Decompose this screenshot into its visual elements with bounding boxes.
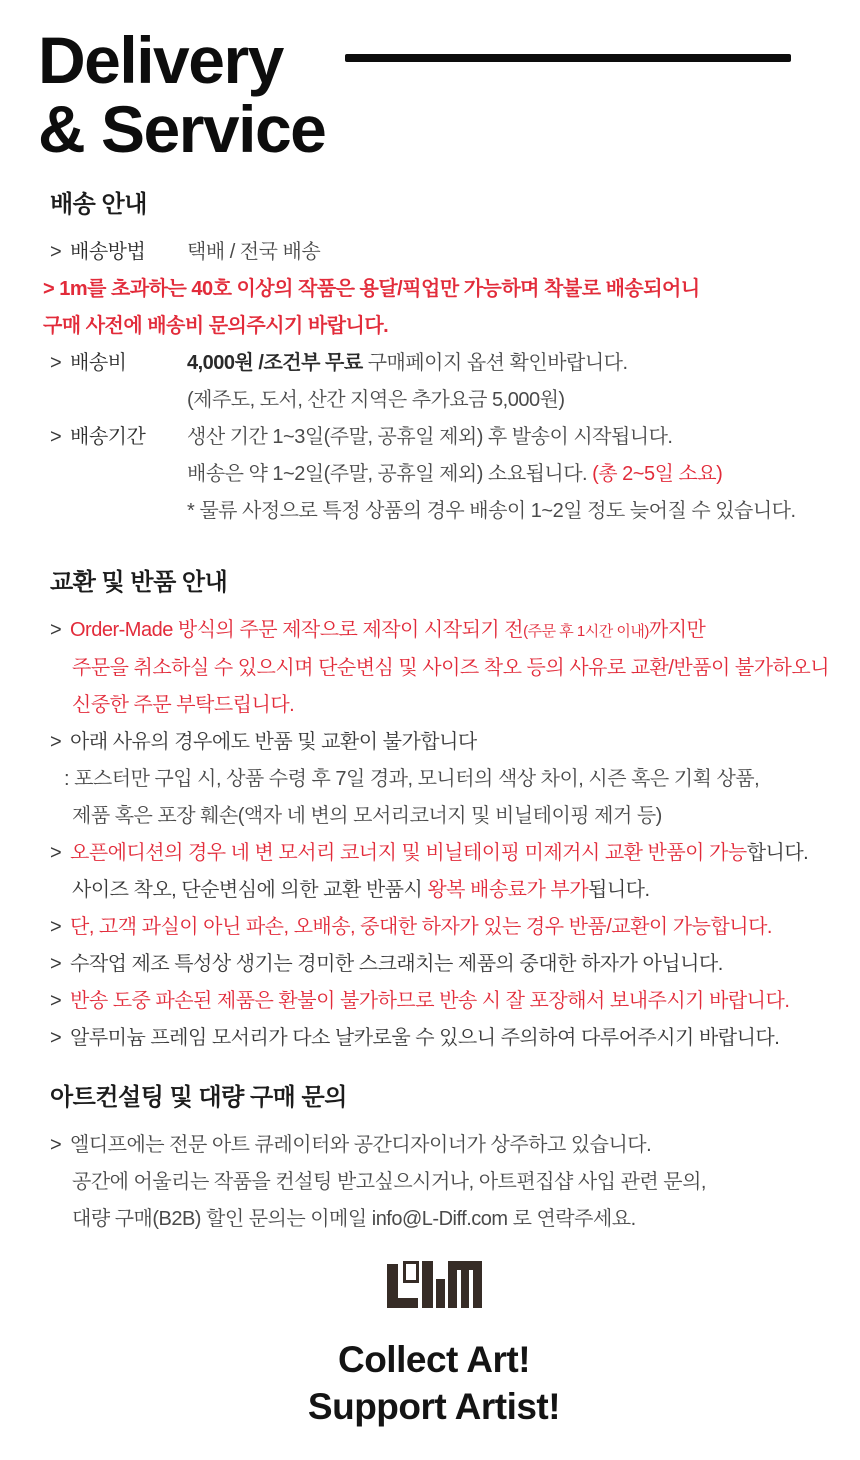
exchange-line-careful [50, 687, 830, 724]
bullet-chevron: > [50, 241, 62, 263]
footer-slogan [38, 1336, 830, 1430]
shipping-fee-note: (제주도, 도서, 산간 지역은 추가요금 5,000원) [187, 389, 565, 411]
shipping-method-value: 택배 / 전국 배송 [187, 241, 321, 263]
exchange-line-round-trip [50, 872, 830, 909]
shipping-period-line-2-text: 배송은 약 1~2일(주말, 공휴일 제외) 소요됩니다. [187, 463, 593, 485]
shipping-fee-amount: 4,000원 /조건부 무료 [187, 352, 363, 374]
order-made-small-paren: (주문 후 1시간 이내) [523, 623, 649, 640]
consulting-line-3 [50, 1201, 830, 1238]
round-trip-black-1: 사이즈 착오, 단순변심에 의한 교환 반품시 [72, 879, 428, 901]
bullet-chevron: > [50, 426, 62, 448]
exchange-defect-text: 단, 고객 과실이 아닌 파손, 오배송, 중대한 하자가 있는 경우 반품/교환이 가능합니다. [70, 916, 772, 938]
bullet-chevron: > [50, 990, 62, 1012]
exchange-line-order-made [50, 612, 830, 650]
shipping-period-line-2 [187, 456, 830, 493]
bullet-chevron: > [50, 916, 62, 938]
consulting-line-1-text: 엘디프에는 전문 아트 큐레이터와 공간디자이너가 상주하고 있습니다. [70, 1134, 652, 1156]
consulting-line-1 [50, 1127, 830, 1164]
shipping-fee-rest: 구매페이지 옵션 확인바랍니다. [362, 352, 628, 374]
exchange-line-return-damage [50, 983, 830, 1020]
l-diff-logo-icon [387, 1260, 482, 1308]
order-made-red: Order-Made 방식의 주문 제작으로 제작이 시작되기 전 [70, 619, 524, 641]
shipping-heading: 배송 안내 [50, 191, 147, 218]
shipping-period-row [50, 419, 830, 456]
consulting-heading: 아트컨설팅 및 대량 구매 문의 [50, 1084, 347, 1111]
shipping-period-total-days: (총 2~5일 소요) [592, 463, 723, 485]
shipping-period-row-3 [50, 493, 830, 530]
exchange-line-scratch [50, 946, 830, 983]
shipping-period-line-3: * 물류 사정으로 특정 상품의 경우 배송이 1~2일 정도 늦어질 수 있습니다. [187, 500, 796, 522]
exchange-line-reasons-2 [50, 798, 830, 835]
consulting-line-3-text: 대량 구매(B2B) 할인 문의는 이메일 info@L-Diff.com 로 연락주세요. [72, 1208, 636, 1230]
exchange-line-cancel [50, 650, 830, 687]
shipping-period-line-1: 생산 기간 1~3일(주말, 공휴일 제외) 후 발송이 시작됩니다. [187, 426, 673, 448]
bullet-chevron: > [50, 731, 62, 753]
bullet-chevron: > [50, 619, 62, 641]
open-edition-black: 합니다. [746, 842, 809, 864]
section-shipping [43, 190, 830, 530]
exchange-order-made-text [70, 612, 830, 650]
bullet-chevron: > [50, 1134, 62, 1156]
shipping-fee-label: 배송비 [70, 352, 127, 374]
exchange-line-no-return [50, 724, 830, 761]
exchange-careful-text: 신중한 주문 부탁드립니다. [72, 694, 295, 716]
exchange-heading: 교환 및 반품 안내 [50, 569, 228, 596]
shipping-period-row-2 [50, 456, 830, 493]
exchange-return-damage-text: 반송 도중 파손된 제품은 환불이 불가하므로 반송 시 잘 포장해서 보내주시기 바랍니다. [70, 990, 790, 1012]
shipping-warning-line-2: 구매 사전에 배송비 문의주시기 바랍니다. [43, 315, 389, 337]
bullet-chevron: > [50, 842, 62, 864]
round-trip-black-2: 됩니다. [588, 879, 650, 901]
shipping-method-label: 배송방법 [70, 241, 146, 263]
title-line-2: & Service [38, 92, 326, 166]
shipping-warning-line-1: > 1m를 초과하는 40호 이상의 작품은 용달/픽업만 가능하며 착불로 배송되어니 [43, 278, 700, 300]
exchange-reasons-1-text: : 포스터만 구입 시, 상품 수령 후 7일 경과, 모니터의 색상 차이, 시즌 혹은 기획 상품, [64, 768, 760, 790]
consulting-line-2-text: 공간에 어울리는 작품을 컨설팅 받고싶으시거나, 아트편집샵 사입 관련 문의, [72, 1171, 706, 1193]
page-title [38, 23, 830, 166]
bullet-chevron: > [50, 1027, 62, 1049]
exchange-line-reasons-1 [50, 761, 830, 798]
exchange-aluminum-text: 알루미늄 프레임 모서리가 다소 날카로울 수 있으니 주의하여 다루어주시기 바랍니다. [70, 1027, 780, 1049]
bullet-chevron: > [50, 352, 62, 374]
exchange-line-aluminum [50, 1020, 830, 1057]
open-edition-red: 오픈에디션의 경우 네 변 모서리 코너지 및 비닐테이핑 미제거시 교환 반품이 가능 [70, 842, 747, 864]
round-trip-red: 왕복 배송료가 부가 [427, 879, 589, 901]
exchange-no-return-text: 아래 사유의 경우에도 반품 및 교환이 불가합니다 [70, 731, 477, 753]
shipping-fee-note-row [50, 382, 830, 419]
exchange-scratch-text: 수작업 제조 특성상 생기는 경미한 스크래치는 제품의 중대한 하자가 아닙니다. [70, 953, 723, 975]
footer [38, 1260, 830, 1430]
title-block [38, 23, 830, 166]
shipping-fee-value [187, 345, 830, 382]
exchange-open-edition-text [70, 835, 830, 872]
exchange-line-open-edition [50, 835, 830, 872]
slogan-line-1: Collect Art! [337, 1339, 531, 1380]
exchange-cancel-text: 주문을 취소하실 수 있으시며 단순변심 및 사이즈 착오 등의 사유로 교환/반품이 불가하오니 [72, 657, 830, 679]
exchange-line-defect [50, 909, 830, 946]
exchange-round-trip-text [72, 872, 830, 909]
slogan-line-2: Support Artist! [307, 1386, 561, 1427]
section-exchange-return [50, 568, 830, 1057]
shipping-period-label: 배송기간 [70, 426, 146, 448]
title-divider-rule [345, 54, 791, 62]
consulting-line-2 [50, 1164, 830, 1201]
exchange-reasons-2-text: 제품 혹은 포장 훼손(액자 네 변의 모서리코너지 및 비닐테이핑 제거 등) [72, 805, 662, 827]
title-line-1: Delivery [38, 23, 283, 97]
section-consulting [50, 1083, 830, 1238]
shipping-fee-row [50, 345, 830, 382]
bullet-chevron: > [50, 953, 62, 975]
order-made-red-2: 까지만 [648, 619, 706, 641]
shipping-method-row [50, 234, 830, 271]
